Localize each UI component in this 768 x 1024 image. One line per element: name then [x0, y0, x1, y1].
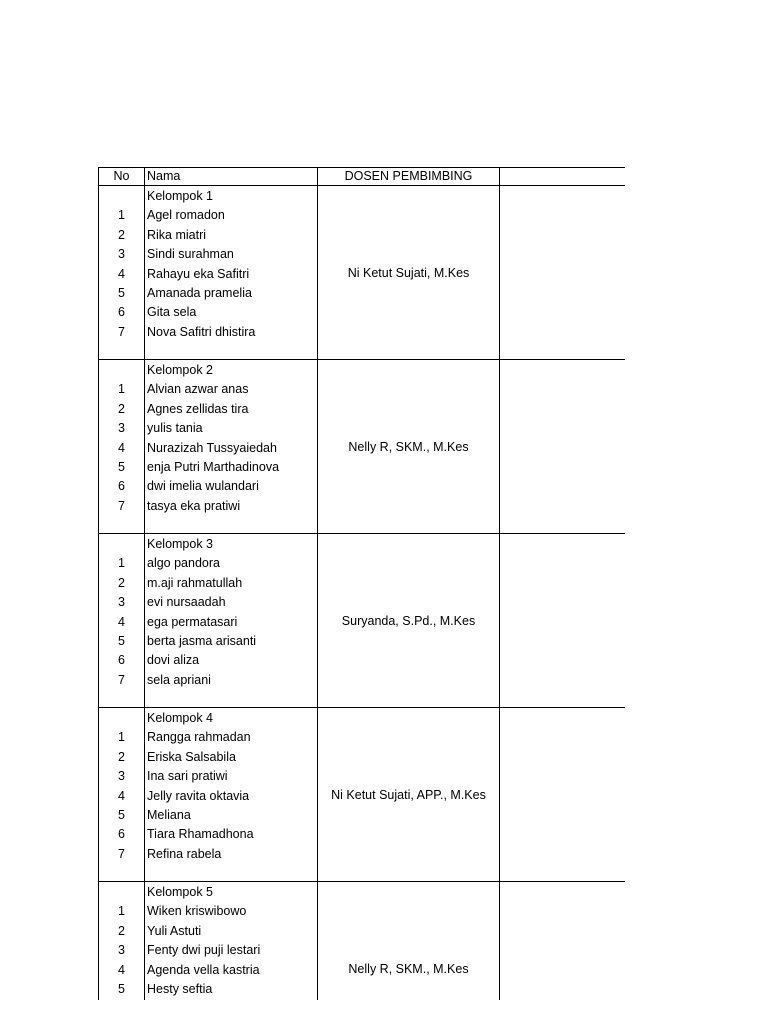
group-no-cell: [99, 360, 145, 534]
group-names-cell: [145, 882, 318, 1001]
spreadsheet-page: [98, 167, 625, 1000]
member-name: Rika miatri: [147, 227, 207, 242]
group-row: [99, 882, 626, 1001]
group-names-cell: [145, 534, 318, 708]
member-no: 1: [118, 904, 125, 919]
no-spacer: [99, 187, 144, 206]
member-name: Nurazizah Tussyaiedah: [147, 440, 277, 455]
member-no: 2: [118, 749, 125, 764]
member-no: 2: [118, 227, 125, 242]
member-no: 1: [118, 730, 125, 745]
member-name: Rahayu eka Safitri: [147, 266, 250, 281]
group-title: Kelompok 5: [147, 885, 214, 899]
no-spacer: [99, 361, 144, 380]
member-name: Rangga rahmadan: [147, 730, 251, 745]
header-nama: Nama: [145, 168, 318, 186]
member-name: Refina rabela: [147, 846, 222, 861]
member-name: Agnes zellidas tira: [147, 401, 249, 416]
member-no: 6: [118, 827, 125, 842]
member-name: Amanada pramelia: [147, 285, 252, 300]
group-table: [98, 167, 625, 1000]
no-spacer: [99, 709, 144, 728]
member-no: 4: [118, 440, 125, 455]
group-empty-cell: [500, 534, 626, 708]
member-name: Sindi surahman: [147, 247, 234, 262]
member-no: 2: [118, 401, 125, 416]
group-dosen-cell: Ni Ketut Sujati, M.Kes: [318, 186, 500, 360]
group-dosen-cell: Suryanda, S.Pd., M.Kes: [318, 534, 500, 708]
member-name: yulis tania: [147, 421, 203, 436]
group-title: Kelompok 1: [147, 189, 214, 203]
member-no: 5: [118, 285, 125, 300]
name-stack: [145, 882, 317, 999]
member-name: Agenda vella kastria: [147, 962, 260, 977]
member-name: dovi aliza: [147, 653, 200, 668]
member-name: Yuli Astuti: [147, 923, 202, 938]
member-no: 3: [118, 421, 125, 436]
name-stack: [145, 534, 317, 690]
group-names-cell: [145, 708, 318, 882]
no-stack: [99, 186, 144, 342]
name-stack: [145, 708, 317, 864]
member-no: 1: [118, 208, 125, 223]
group-empty-cell: [500, 708, 626, 882]
member-name: Jelly ravita oktavia: [147, 788, 250, 803]
header-dosen-pembimbing: DOSEN PEMBIMBING: [318, 168, 500, 186]
no-stack: [99, 534, 144, 690]
group-dosen-cell: Nelly R, SKM., M.Kes: [318, 360, 500, 534]
no-stack: [99, 360, 144, 516]
member-no: 3: [118, 943, 125, 958]
member-no: 1: [118, 382, 125, 397]
member-no: 7: [118, 672, 125, 687]
header-no: No: [99, 168, 145, 186]
no-stack: [99, 882, 144, 999]
group-no-cell: [99, 534, 145, 708]
member-no: 7: [118, 846, 125, 861]
member-no: 5: [118, 807, 125, 822]
member-no: 6: [118, 305, 125, 320]
group-empty-cell: [500, 882, 626, 1001]
member-name: Wiken kriswibowo: [147, 904, 247, 919]
group-title: Kelompok 3: [147, 537, 214, 551]
member-no: 4: [118, 788, 125, 803]
member-name: sela apriani: [147, 672, 211, 687]
group-no-cell: [99, 186, 145, 360]
table-header-row: [99, 168, 626, 186]
member-name: Agel romadon: [147, 208, 225, 223]
header-empty-column: [500, 168, 626, 186]
group-no-cell: [99, 882, 145, 1001]
member-name: Nova Safitri dhistira: [147, 324, 256, 339]
member-no: 2: [118, 575, 125, 590]
member-no: 7: [118, 498, 125, 513]
member-no: 3: [118, 247, 125, 262]
group-row: [99, 534, 626, 708]
group-dosen-cell: Nelly R, SKM., M.Kes: [318, 882, 500, 1001]
group-row: [99, 708, 626, 882]
member-no: 5: [118, 633, 125, 648]
member-no: 4: [118, 614, 125, 629]
member-name: evi nursaadah: [147, 595, 226, 610]
group-row: [99, 360, 626, 534]
member-no: 7: [118, 324, 125, 339]
member-name: Tiara Rhamadhona: [147, 827, 254, 842]
member-no: 3: [118, 769, 125, 784]
member-name: algo pandora: [147, 556, 220, 571]
name-stack: [145, 360, 317, 516]
group-names-cell: [145, 186, 318, 360]
member-no: 2: [118, 923, 125, 938]
member-no: 6: [118, 653, 125, 668]
no-stack: [99, 708, 144, 864]
member-name: dwi imelia wulandari: [147, 479, 259, 494]
no-spacer: [99, 883, 144, 902]
member-name: Fenty dwi puji lestari: [147, 943, 261, 958]
group-title: Kelompok 4: [147, 711, 214, 725]
member-name: Gita sela: [147, 305, 197, 320]
member-no: 5: [118, 459, 125, 474]
group-title: Kelompok 2: [147, 363, 214, 377]
group-no-cell: [99, 708, 145, 882]
member-name: berta jasma arisanti: [147, 633, 257, 648]
member-name: enja Putri Marthadinova: [147, 459, 280, 474]
member-name: Hesty seftia: [147, 981, 213, 996]
group-names-cell: [145, 360, 318, 534]
member-no: 3: [118, 595, 125, 610]
member-no: 1: [118, 556, 125, 571]
member-name: tasya eka pratiwi: [147, 498, 241, 513]
group-row: [99, 186, 626, 360]
member-no: 5: [118, 981, 125, 996]
member-name: Meliana: [147, 807, 191, 822]
member-no: 4: [118, 962, 125, 977]
member-no: 6: [118, 479, 125, 494]
member-name: Eriska Salsabila: [147, 749, 236, 764]
member-name: Alvian azwar anas: [147, 382, 249, 397]
group-dosen-cell: Ni Ketut Sujati, APP., M.Kes: [318, 708, 500, 882]
no-spacer: [99, 535, 144, 554]
member-name: ega permatasari: [147, 614, 238, 629]
group-empty-cell: [500, 360, 626, 534]
name-stack: [145, 186, 317, 342]
member-no: 4: [118, 266, 125, 281]
member-name: Ina sari pratiwi: [147, 769, 228, 784]
group-empty-cell: [500, 186, 626, 360]
member-name: m.aji rahmatullah: [147, 575, 243, 590]
